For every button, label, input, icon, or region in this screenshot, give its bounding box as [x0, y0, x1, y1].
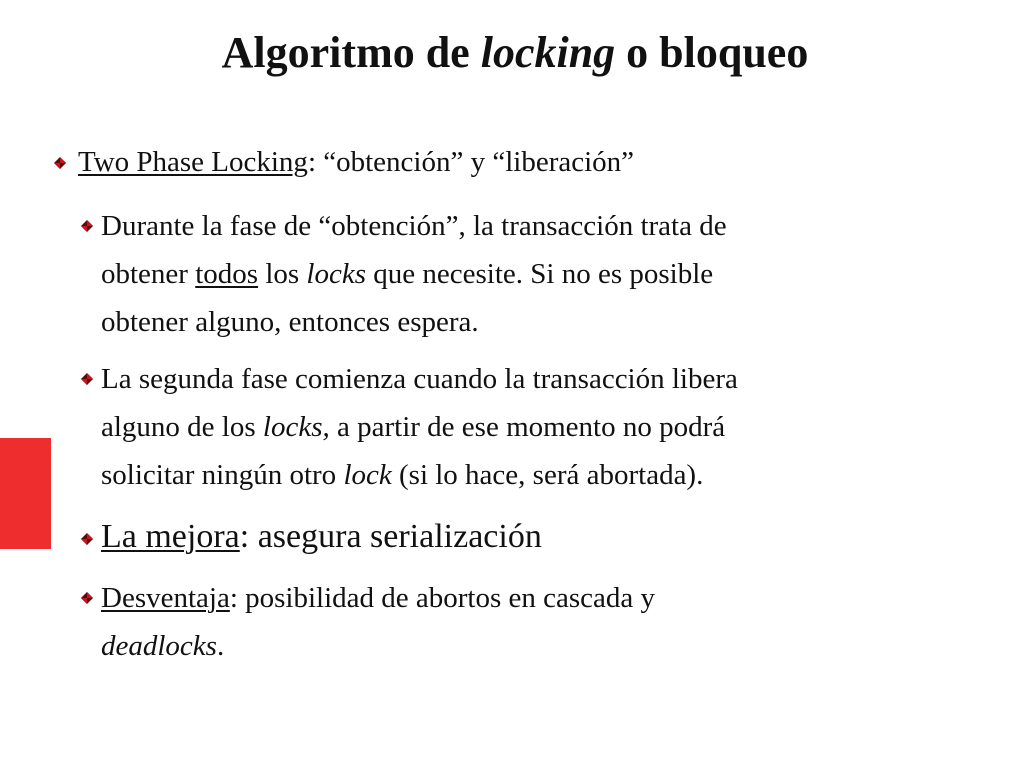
- bullet-text: : “obtención” y “liberación”: [307, 146, 635, 178]
- bullet-diamond-icon: [79, 218, 95, 234]
- accent-bar: [0, 438, 51, 549]
- bullet-text: : asegura serialización: [239, 518, 542, 555]
- text-run: a partir de ese momento no podrá: [329, 411, 726, 443]
- bullet-diamond-icon: [52, 155, 68, 171]
- text-run: : posibilidad de abortos en cascada y: [229, 582, 656, 614]
- text-run: solicitar ningún otro: [101, 459, 344, 491]
- bullet-la-mejora: [101, 512, 542, 562]
- text-run: que necesite. Si no es posible: [366, 258, 714, 290]
- italic-text: locks: [306, 258, 366, 290]
- italic-text: locks,: [262, 411, 330, 443]
- text-run: (si lo hace, será abortada).: [391, 459, 704, 491]
- italic-text: lock: [343, 459, 392, 491]
- bullet-obtencion-phase: [101, 202, 727, 346]
- italic-text: deadlocks: [101, 630, 217, 662]
- bullet-two-phase-locking: [78, 142, 634, 182]
- bullet-diamond-icon: [79, 371, 95, 387]
- title-text-end: o bloqueo: [615, 28, 809, 77]
- text-run: los: [258, 258, 307, 290]
- bullet-text-line: [101, 574, 655, 622]
- bullet-term: Desventaja: [101, 582, 230, 614]
- bullet-diamond-icon: [79, 531, 95, 547]
- title-text: Algoritmo de: [221, 28, 481, 77]
- slide-title: [0, 25, 1024, 81]
- bullet-text-line: [101, 622, 655, 670]
- bullet-term: La mejora: [101, 518, 240, 555]
- underlined-text: todos: [195, 258, 259, 290]
- text-run: obtener: [101, 258, 196, 290]
- text-run: alguno de los: [101, 411, 263, 443]
- bullet-text-line: [101, 250, 727, 298]
- text-run: .: [216, 630, 225, 662]
- bullet-text-line: [101, 403, 738, 451]
- bullet-text-line: Durante la fase de “obtención”, la transacción trata de: [101, 210, 727, 242]
- bullet-diamond-icon: [79, 590, 95, 606]
- bullet-second-phase: [101, 355, 738, 499]
- bullet-term: Two Phase Locking: [78, 146, 308, 178]
- bullet-desventaja: [101, 574, 655, 670]
- bullet-text-line: La segunda fase comienza cuando la transacción libera: [101, 363, 738, 395]
- title-italic-text: locking: [480, 28, 616, 77]
- bullet-text-line: [101, 451, 738, 499]
- bullet-text-line: obtener alguno, entonces espera.: [101, 306, 479, 338]
